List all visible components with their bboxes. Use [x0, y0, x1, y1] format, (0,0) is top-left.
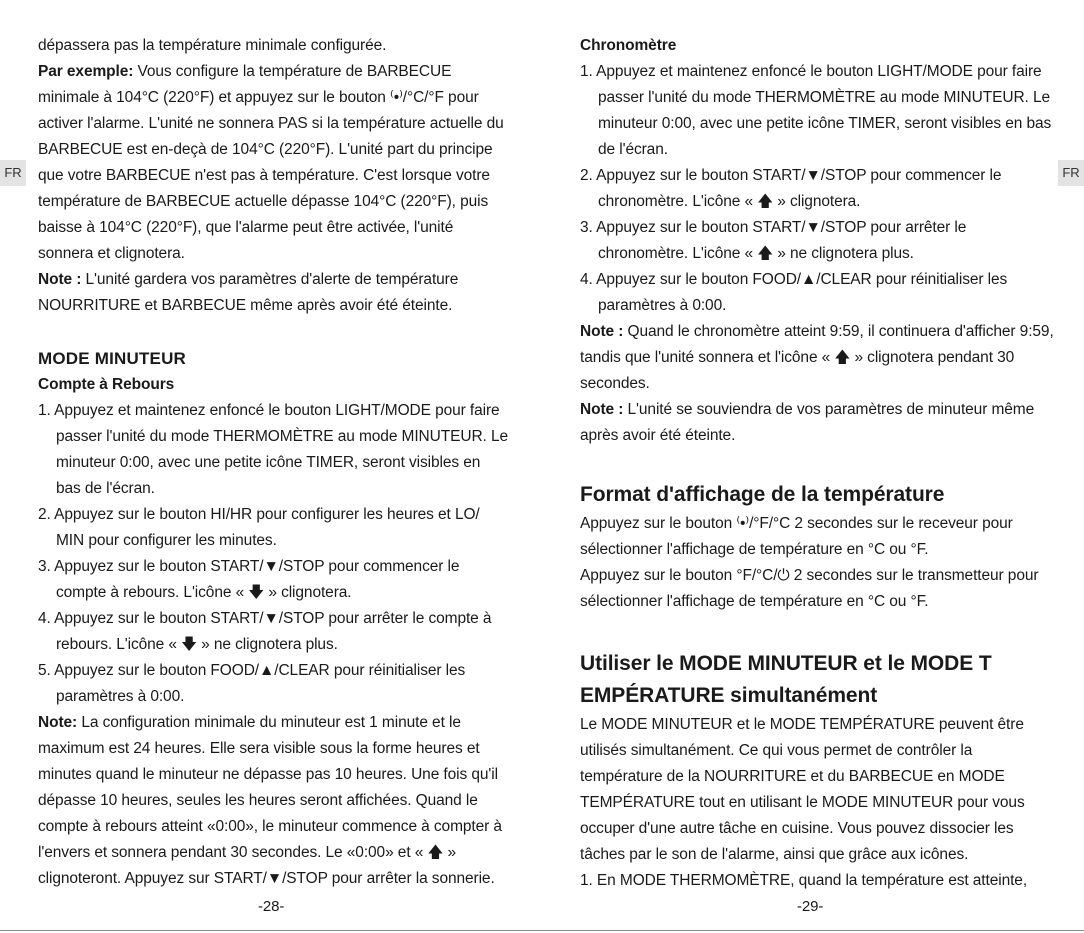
page-number-left: -28- — [258, 898, 285, 915]
note-paragraph — [580, 319, 1056, 397]
note-label: Note : — [38, 271, 82, 288]
stopwatch-steps-list — [580, 59, 1056, 319]
note-paragraph — [38, 710, 508, 892]
example-label: Par exemple: — [38, 63, 134, 80]
note-text: L'unité se souviendra de vos paramètres de minuteur même après avoir été éteinte. — [580, 401, 1035, 444]
simultaneous-step-1: 1. En MODE THERMOMÈTRE, quand la température est atteinte, — [580, 872, 1028, 889]
language-tab-right: FR — [1058, 160, 1084, 186]
list-item: 1. Appuyez et maintenez enfoncé le bouton LIGHT/MODE pour faire passer l'unité du mode THERMOMÈTRE au mode MINUTEUR. Le minuteur 0:00, avec une petite icône TIMER, seront visibles en bas de l'écran. — [38, 402, 508, 497]
list-item: 4. Appuyez sur le bouton START/▼/STOP pour arrêter le compte à rebours. L'icône « 🡇 » ne clignotera plus. — [38, 610, 492, 653]
intro-text: dépassera pas la température minimale configurée. — [38, 37, 387, 54]
format-paragraph-transmitter: Appuyez sur le bouton °F/°C/⏻ 2 secondes sur le transmetteur pour sélectionner l'affichage de température en °C ou °F. — [580, 567, 1039, 610]
list-item: 3. Appuyez sur le bouton START/▼/STOP pour arrêter le chronomètre. L'icône « 🡅 » ne clignotera plus. — [580, 219, 967, 262]
note-paragraph — [38, 267, 508, 319]
note-text: L'unité gardera vos paramètres d'alerte de température NOURRITURE et BARBECUE même après avoir été éteinte. — [38, 271, 459, 314]
note-label: Note : — [580, 323, 624, 340]
note-text: Quand le chronomètre atteint 9:59, il continuera d'afficher 9:59, tandis que l'unité sonnera et l'icône « 🡅 » clignotera pendant 30 secondes. — [580, 323, 1054, 392]
section-title-temperature-format: Format d'affichage de la température — [580, 483, 945, 506]
note-text: La configuration minimale du minuteur est 1 minute et le maximum est 24 heures. Elle sera visible sous la forme heures et minutes quand le minuteur ne dépasse pas 10 heures. Une fois qu'il dépasse 10 heures, seules les heures seront affichées. Quand le compte à rebours atteint «0:00», le minuteur commence à compter à l'envers et sonnera pendant 30 secondes. Le «0:00» et « 🡅 » clignoteront. Appuyez sur START/▼/STOP pour arrêter la sonnerie. — [38, 714, 502, 887]
list-item: 4. Appuyez sur le bouton FOOD/▲/CLEAR pour réinitialiser les paramètres à 0:00. — [580, 271, 1008, 314]
list-item: 2. Appuyez sur le bouton START/▼/STOP pour commencer le chronomètre. L'icône « 🡅 » clignotera. — [580, 167, 1002, 210]
list-item: 5. Appuyez sur le bouton FOOD/▲/CLEAR pour réinitialiser les paramètres à 0:00. — [38, 662, 466, 705]
language-tab-left: FR — [0, 160, 26, 186]
subsection-title-stopwatch: Chronomètre — [580, 37, 677, 54]
example-text: Vous configure la température de BARBECUE minimale à 104°C (220°F) et appuyez sur le bouton ⁽•⁾/°C/°F pour activer l'alarme. L'unité ne sonnera PAS si la température actuelle du BARBECUE est en-deçà de 104°C (220°F). L'unité part du principe que votre BARBECUE n'est pas à température. C'est lorsque votre température de BARBECUE actuelle dépasse 104°C (220°F), puis baisse à 104°C (220°F), que l'alarme peut être activée, l'unité sonnera et clignotera. — [38, 63, 504, 262]
list-item: 3. Appuyez sur le bouton START/▼/STOP pour commencer le compte à rebours. L'icône « 🡇 » clignotera. — [38, 558, 460, 601]
note-paragraph — [580, 397, 1056, 449]
section-title-simultaneous: Utiliser le MODE MINUTEUR et le MODE T EMPÉRATURE simultanément — [580, 652, 992, 707]
note-label: Note : — [580, 401, 624, 418]
note-label: Note: — [38, 714, 78, 731]
page-29-column — [580, 33, 1056, 894]
list-item: 2. Appuyez sur le bouton HI/HR pour configurer les heures et LO/ MIN pour configurer les minutes. — [38, 506, 480, 549]
bottom-divider — [0, 930, 1084, 931]
subsection-title-countdown: Compte à Rebours — [38, 376, 175, 393]
format-paragraph-receiver: Appuyez sur le bouton ⁽•⁾/°F/°C 2 secondes sur le receveur pour sélectionner l'affichage de température en °C ou °F. — [580, 515, 1013, 558]
page-28-column — [38, 33, 508, 892]
list-item: 1. Appuyez et maintenez enfoncé le bouton LIGHT/MODE pour faire passer l'unité du mode THERMOMÈTRE au mode MINUTEUR. Le minuteur 0:00, avec une petite icône TIMER, seront visibles en bas de l'écran. — [580, 63, 1052, 158]
example-paragraph — [38, 59, 508, 267]
simultaneous-paragraph: Le MODE MINUTEUR et le MODE TEMPÉRATURE peuvent être utilisés simultanément. Ce qui vous permet de contrôler la température de la NOURRITURE et du BARBECUE en MODE TEMPÉRATURE tout en utilisant le MODE MINUTEUR pour vous occuper d'une autre tâche en cuisine. Vous pouvez dissocier les tâches par le son de l'alarme, ainsi que grâce aux icônes. — [580, 716, 1025, 863]
page-number-right: -29- — [797, 898, 824, 915]
section-title-timer-mode: MODE MINUTEUR — [38, 349, 187, 368]
countdown-steps-list — [38, 398, 508, 710]
